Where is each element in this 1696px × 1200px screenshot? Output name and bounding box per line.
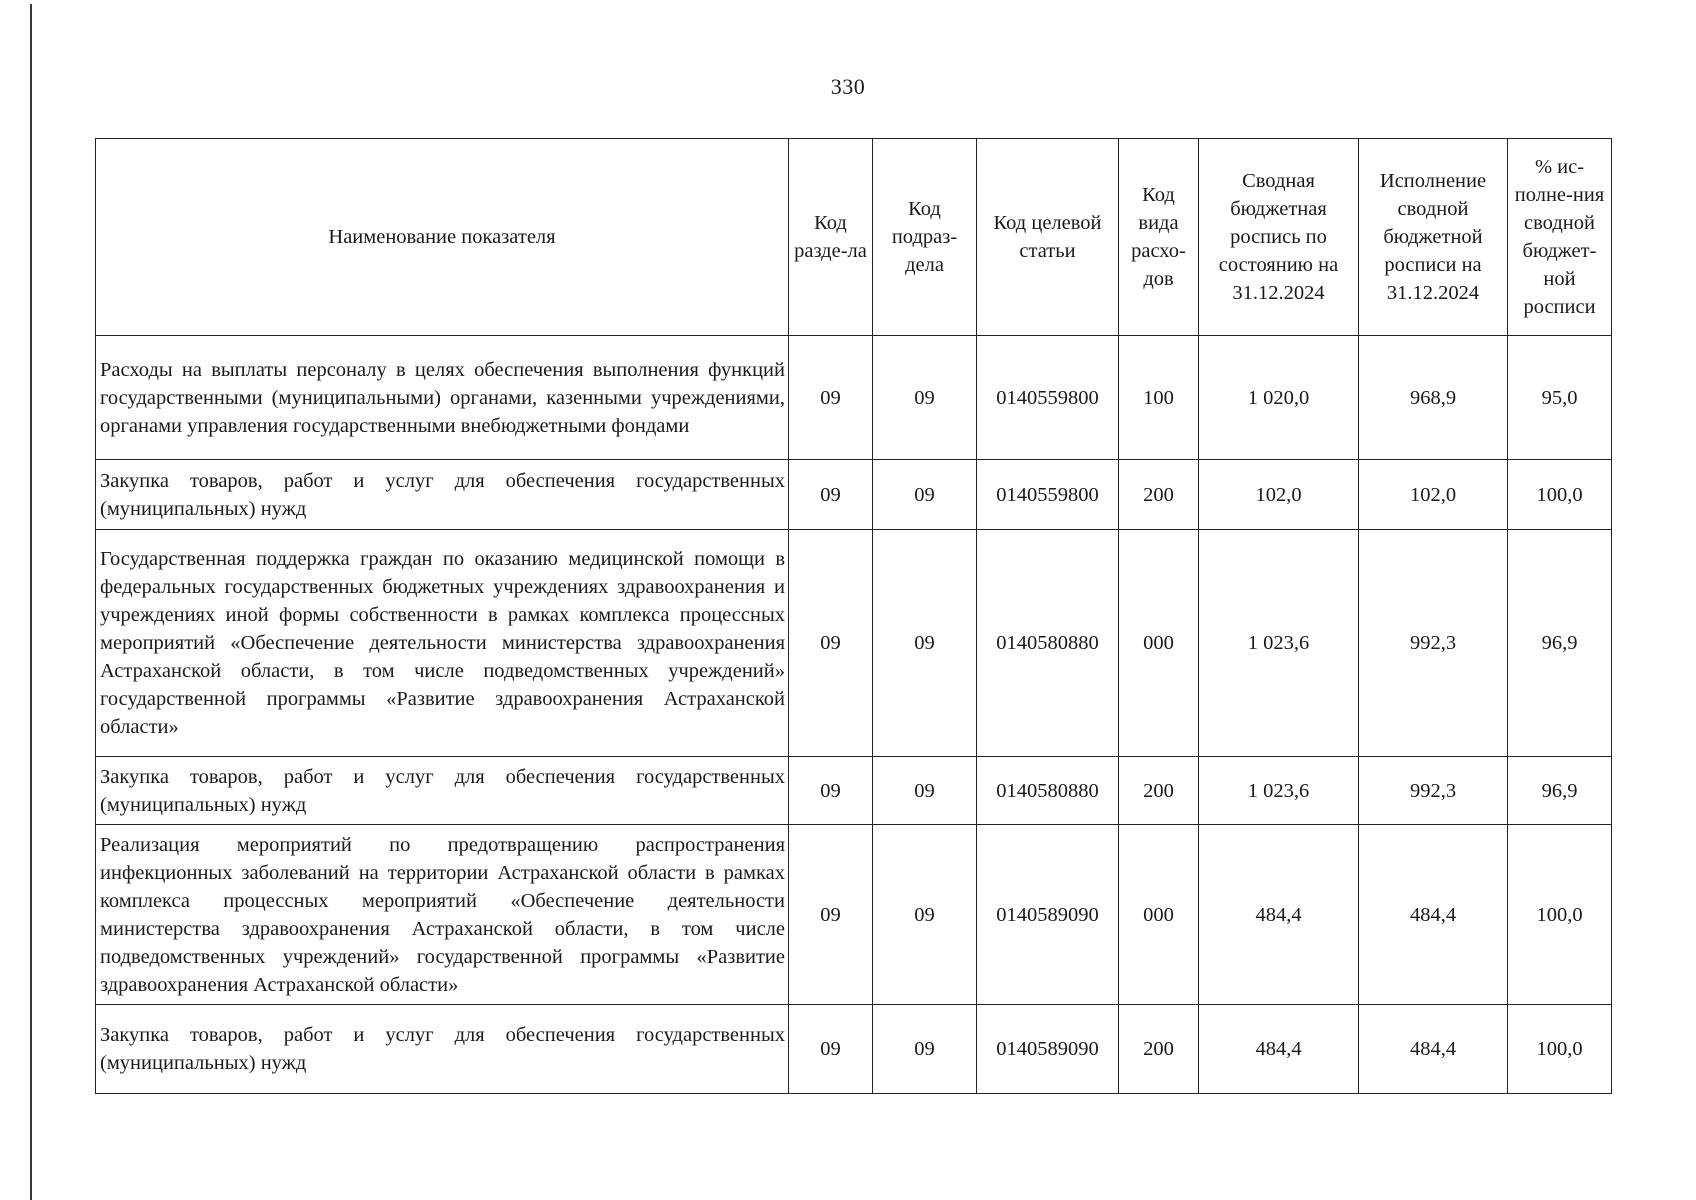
row-budget-plan: 484,4 bbox=[1199, 1005, 1359, 1094]
page-number: 330 bbox=[830, 74, 866, 99]
row-name: Расходы на выплаты персоналу в целях обеспечения выполнения функций государственными (муниципальными) органами, казенными учреждениями, органами управления государственными внебюджетными фондами bbox=[96, 336, 789, 460]
row-subsection-code: 09 bbox=[873, 825, 977, 1005]
row-budget-execution: 992,3 bbox=[1359, 757, 1508, 825]
header-row bbox=[96, 139, 1612, 336]
row-section-code: 09 bbox=[789, 825, 873, 1005]
row-target-code: 0140559800 bbox=[977, 460, 1119, 530]
row-name: Государственная поддержка граждан по оказанию медицинской помощи в федеральных государственных бюджетных учреждениях здравоохранения и учреждениях иной формы собственности в рамках комплекса процессных мероприятий «Обеспечение деятельности министерства здравоохранения Астраханской области, в том числе подведомственных учреждений» государственной программы «Развитие здравоохранения Астраханской области» bbox=[96, 530, 789, 757]
row-budget-plan: 484,4 bbox=[1199, 825, 1359, 1005]
left-margin-line bbox=[30, 4, 32, 1200]
row-budget-plan: 1 023,6 bbox=[1199, 530, 1359, 757]
table-row bbox=[96, 1005, 1612, 1094]
row-subsection-code: 09 bbox=[873, 757, 977, 825]
header-name: Наименование показателя bbox=[96, 139, 789, 336]
row-expense-kind-code: 000 bbox=[1119, 530, 1199, 757]
row-expense-kind-code: 100 bbox=[1119, 336, 1199, 460]
row-name: Реализация мероприятий по предотвращению распространения инфекционных заболеваний на территории Астраханской области в рамках комплекса процессных мероприятий «Обеспечение деятельности министерства здравоохранения Астраханской области, в том числе подведомственных учреждений» государственной программы «Развитие здравоохранения Астраханской области» bbox=[96, 825, 789, 1005]
header-budget-plan: Сводная бюджетная роспись по состоянию на 31.12.2024 bbox=[1199, 139, 1359, 336]
row-budget-plan: 1 020,0 bbox=[1199, 336, 1359, 460]
row-budget-execution: 484,4 bbox=[1359, 1005, 1508, 1094]
row-execution-percent: 100,0 bbox=[1508, 460, 1612, 530]
row-name: Закупка товаров, работ и услуг для обеспечения государственных (муниципальных) нужд bbox=[96, 460, 789, 530]
header-target-code: Код целевой статьи bbox=[977, 139, 1119, 336]
row-execution-percent: 96,9 bbox=[1508, 757, 1612, 825]
row-target-code: 0140580880 bbox=[977, 757, 1119, 825]
row-expense-kind-code: 200 bbox=[1119, 460, 1199, 530]
row-budget-execution: 102,0 bbox=[1359, 460, 1508, 530]
row-subsection-code: 09 bbox=[873, 460, 977, 530]
row-subsection-code: 09 bbox=[873, 530, 977, 757]
row-target-code: 0140559800 bbox=[977, 336, 1119, 460]
table-row bbox=[96, 460, 1612, 530]
row-expense-kind-code: 200 bbox=[1119, 757, 1199, 825]
header-subsection-code: Код подраз-дела bbox=[873, 139, 977, 336]
row-target-code: 0140580880 bbox=[977, 530, 1119, 757]
row-execution-percent: 100,0 bbox=[1508, 1005, 1612, 1094]
row-section-code: 09 bbox=[789, 460, 873, 530]
row-section-code: 09 bbox=[789, 1005, 873, 1094]
row-expense-kind-code: 200 bbox=[1119, 1005, 1199, 1094]
row-budget-execution: 968,9 bbox=[1359, 336, 1508, 460]
header-section-code: Код разде-ла bbox=[789, 139, 873, 336]
row-subsection-code: 09 bbox=[873, 1005, 977, 1094]
row-target-code: 0140589090 bbox=[977, 1005, 1119, 1094]
budget-table bbox=[95, 138, 1612, 1094]
table-row bbox=[96, 530, 1612, 757]
header-budget-execution: Исполнение сводной бюджетной росписи на 31.12.2024 bbox=[1359, 139, 1508, 336]
row-execution-percent: 95,0 bbox=[1508, 336, 1612, 460]
row-budget-plan: 1 023,6 bbox=[1199, 757, 1359, 825]
row-budget-execution: 484,4 bbox=[1359, 825, 1508, 1005]
row-section-code: 09 bbox=[789, 530, 873, 757]
table-row bbox=[96, 757, 1612, 825]
header-expense-kind-code: Код вида расхо-дов bbox=[1119, 139, 1199, 336]
row-expense-kind-code: 000 bbox=[1119, 825, 1199, 1005]
table-row bbox=[96, 336, 1612, 460]
row-section-code: 09 bbox=[789, 336, 873, 460]
row-execution-percent: 100,0 bbox=[1508, 825, 1612, 1005]
row-subsection-code: 09 bbox=[873, 336, 977, 460]
table-row bbox=[96, 825, 1612, 1005]
row-target-code: 0140589090 bbox=[977, 825, 1119, 1005]
row-section-code: 09 bbox=[789, 757, 873, 825]
row-execution-percent: 96,9 bbox=[1508, 530, 1612, 757]
row-budget-execution: 992,3 bbox=[1359, 530, 1508, 757]
header-execution-percent: % ис-полне-ния сводной бюджет-ной росписи bbox=[1508, 139, 1612, 336]
row-name: Закупка товаров, работ и услуг для обеспечения государственных (муниципальных) нужд bbox=[96, 1005, 789, 1094]
row-budget-plan: 102,0 bbox=[1199, 460, 1359, 530]
row-name: Закупка товаров, работ и услуг для обеспечения государственных (муниципальных) нужд bbox=[96, 757, 789, 825]
